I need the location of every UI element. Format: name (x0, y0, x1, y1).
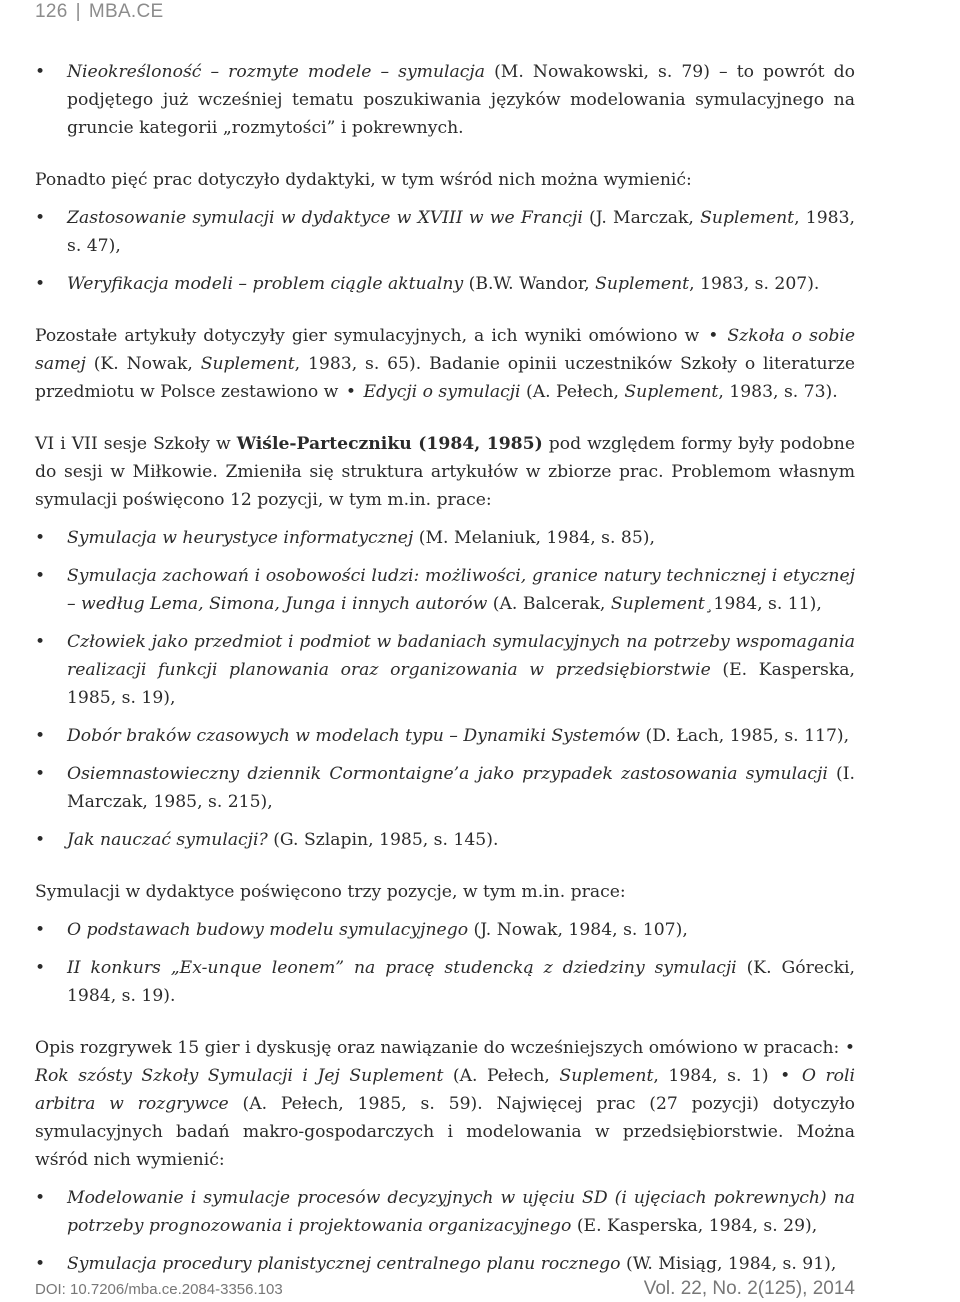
list-item: • II konkurs „Ex-unque leonem” na pracę studencką z dziedziny symulacji (K. Górecki, 1984, s. 19). (35, 954, 855, 1010)
list-item: • Symulacja procedury planistycznej centralnego planu rocznego (W. Misiąg, 1984, s. 91), (35, 1250, 855, 1278)
inline-bullet: • (844, 1038, 855, 1058)
work-title: Symulacja procedury planistycznej centralnego planu rocznego (67, 1254, 621, 1274)
work-title: Modelowanie i symulacje procesów decyzyjnych w ujęciu SD (i ujęciach pokrewnych) na potrzeby prognozowania i projektowania organizacyjnego (67, 1188, 855, 1236)
paragraph-gry-symulacyjne: Pozostałe artykuły dotyczyły gier symulacyjnych, a ich wyniki omówiono w • Szkoła o sobie samej (K. Nowak, Suplement, 1983, s. 65). Badanie opinii uczestników Szkoły o literaturze przedmiotu w Polsce zestawiono w • Edycji o symulacji (A. Pełech, Suplement, 1983, s. 73). (35, 326, 855, 402)
work-title: Rok szósty Szkoły Symulacji i Jej Suplement (35, 1066, 444, 1086)
list-item: • Symulacja w heurystyce informatycznej (M. Melaniuk, 1984, s. 85), (35, 524, 855, 552)
suplement-ref: Suplement (595, 274, 690, 294)
work-title: Dobór braków czasowych w modelach typu – Dynamiki Systemów (67, 726, 641, 746)
work-title: Szkoła o sobie samej (35, 326, 855, 374)
bullet-list-dydaktyka-2 (35, 916, 855, 1010)
page-number: 126 (35, 1, 68, 22)
list-item: • Symulacja zachowań i osobowości ludzi: możliwości, granice natury technicznej i etycznej – według Lema, Simona, Junga i innych autorów (A. Balcerak, Suplement¸1984, s. 11), (35, 562, 855, 618)
header-separator: | (75, 1, 81, 22)
work-title: Osiemnastowieczny dziennik Cormontaigne’a jako przypadek zastosowania symulacji (67, 764, 828, 784)
work-reference: (M. Nowakowski, s. 79) – to powrót do podjętego już wcześniej tematu poszukiwania języków modelowania symulacyjnego na gruncie kategorii „rozmytości” i pokrewnych. (67, 62, 855, 138)
volume-info: Vol. 22, No. 2(125), 2014 (643, 1278, 855, 1299)
paragraph-dydaktyka-intro: Ponadto pięć prac dotyczyło dydaktyki, w tym wśród nich można wymienić: (35, 170, 692, 190)
list-item: • Weryfikacja modeli – problem ciągle aktualny (B.W. Wandor, Suplement, 1983, s. 207). (35, 270, 855, 298)
inline-bullet: • (345, 382, 356, 402)
work-title: Zastosowanie symulacji w dydaktyce w XVIII w we Francji (67, 208, 583, 228)
list-item: • Modelowanie i symulacje procesów decyzyjnych w ujęciu SD (i ujęciach pokrewnych) na potrzeby prognozowania i projektowania organizacyjnego (E. Kasperska, 1984, s. 29), (35, 1184, 855, 1240)
paragraph-sesje-wisla: VI i VII sesje Szkoły w Wiśle-Parteczniku (1984, 1985) pod względem formy były podobne do sesji w Miłkowie. Zmieniła się struktura artykułów w zbiorze prac. Problemom własnym symulacji poświęcono 12 pozycji, w tym m.in. prace: (35, 434, 855, 510)
work-title: Symulacja zachowań i osobowości ludzi: możliwości, granice natury technicznej i etycznej – według Lema, Simona, Junga i innych autorów (67, 566, 855, 614)
bold-location: Wiśle-Parteczniku (1984, 1985) (236, 434, 543, 454)
article-body (35, 58, 855, 1278)
work-title: O roli arbitra w rozgrywce (35, 1066, 856, 1114)
list-item: • Osiemnastowieczny dziennik Cormontaigne’a jako przypadek zastosowania symulacji (I. Marczak, 1985, s. 215), (35, 760, 855, 816)
list-item: • Dobór braków czasowych w modelach typu – Dynamiki Systemów (D. Łach, 1985, s. 117), (35, 722, 855, 750)
page-footer (35, 1278, 855, 1300)
inline-bullet: • (780, 1066, 791, 1086)
work-title: Człowiek jako przedmiot i podmiot w badaniach symulacyjnych na potrzeby wspomagania realizacji funkcji planowania oraz organizowania w przedsiębiorstwie (67, 632, 855, 680)
inline-bullet: • (708, 326, 719, 346)
work-title: Nieokreśloność – rozmyte modele – symulacja (67, 62, 485, 82)
list-item (35, 58, 855, 142)
work-title: O podstawach budowy modelu symulacyjnego (67, 920, 469, 940)
bullet-list-nieokreslonosc (35, 58, 855, 142)
bullet-list-dydaktyka (35, 204, 855, 298)
running-header (35, 0, 164, 24)
paragraph-rozgrywki: Opis rozgrywek 15 gier i dyskusję oraz nawiązanie do wcześniejszych omówiono w pracach: • Rok szósty Szkoły Symulacji i Jej Suplement (A. Pełech, Suplement, 1984, s. 1) • O roli arbitra w rozgrywce (A. Pełech, 1985, s. 59). Najwięcej prac (27 pozycji) dotyczyło symulacyjnych badań makro-gospodarczych i modelowania w przedsiębiorstwie. Można wśród nich wymienić: (35, 1038, 856, 1170)
work-title: Edycji o symulacji (363, 382, 521, 402)
work-title: Jak nauczać symulacji? (67, 830, 268, 850)
list-item: • Zastosowanie symulacji w dydaktyce w XVIII w we Francji (J. Marczak, Suplement, 1983, s. 47), (35, 204, 855, 260)
suplement-ref: Suplement (700, 208, 795, 228)
bullet-list-makro (35, 1184, 855, 1278)
list-item: • Jak nauczać symulacji? (G. Szlapin, 1985, s. 145). (35, 826, 855, 854)
doi-link[interactable]: DOI: 10.7206/mba.ce.2084-3356.103 (35, 1280, 283, 1298)
journal-name: MBA.CE (88, 1, 164, 22)
work-title: II konkurs „Ex-unque leonem” na pracę studencką z dziedziny symulacji (67, 958, 737, 978)
paragraph-dydaktyka-2: Symulacji w dydaktyce poświęcono trzy pozycje, w tym m.in. prace: (35, 882, 626, 902)
list-item: • Człowiek jako przedmiot i podmiot w badaniach symulacyjnych na potrzeby wspomagania realizacji funkcji planowania oraz organizowania w przedsiębiorstwie (E. Kasperska, 1985, s. 19), (35, 628, 855, 712)
work-title: Symulacja w heurystyce informatycznej (67, 528, 414, 548)
list-item: • O podstawach budowy modelu symulacyjnego (J. Nowak, 1984, s. 107), (35, 916, 855, 944)
bullet-list-problemy-wlasne (35, 524, 855, 854)
work-title: Weryfikacja modeli – problem ciągle aktualny (67, 274, 464, 294)
